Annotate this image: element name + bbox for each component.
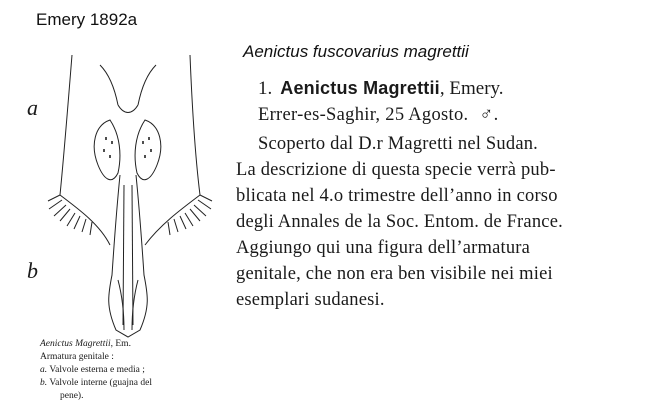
citation-header: Emery 1892a xyxy=(36,10,138,29)
body-line-5: Aggiungo qui una figura dell’armatura xyxy=(236,238,531,258)
caption-item-a-text: Valvole esterna e media ; xyxy=(49,365,145,375)
body-line-1: Scoperto dal D.r Magretti nel Sudan. xyxy=(258,134,539,154)
caption-item-b xyxy=(40,377,152,390)
species-heading: Aenictus fuscovarius magrettii xyxy=(243,42,469,61)
caption-species: Aenictus Magrettii xyxy=(40,339,111,349)
entry-author: , Emery. xyxy=(439,78,504,99)
figure-label-b: b xyxy=(27,258,38,283)
caption-item-a-letter: a. xyxy=(40,365,48,375)
entry-number: 1. xyxy=(258,78,273,99)
body-line-2: La descrizione di questa specie verrà pub- xyxy=(236,160,556,180)
entry-species-name: Aenictus Magrettii xyxy=(280,78,440,98)
body-line-7: esemplari sudanesi. xyxy=(236,290,385,310)
entry-line xyxy=(258,78,504,100)
male-symbol: ♂. xyxy=(479,105,499,125)
body-line-6: genitale, che non era ben visibile nei miei xyxy=(236,264,553,284)
caption-item-b-text: Valvole interne (guajna del xyxy=(49,378,152,388)
caption-author: , Em. xyxy=(110,339,131,349)
figure-label-a: a xyxy=(27,95,38,120)
caption-item-a xyxy=(40,364,145,377)
body-line-4: degli Annales de la Soc. Entom. de France. xyxy=(236,212,563,232)
body-line-3: blicata nel 4.o trimestre dell’anno in corso xyxy=(236,186,558,206)
caption-item-b-cont: pene). xyxy=(60,391,84,401)
caption-item-b-letter: b. xyxy=(40,378,48,388)
locality-text: Errer-es-Saghir, 25 Agosto. xyxy=(258,105,469,125)
locality-line xyxy=(258,105,499,126)
genital-armature-illustration xyxy=(20,45,220,340)
caption-title xyxy=(40,338,131,351)
caption-line-2: Armatura genitale : xyxy=(40,352,114,362)
